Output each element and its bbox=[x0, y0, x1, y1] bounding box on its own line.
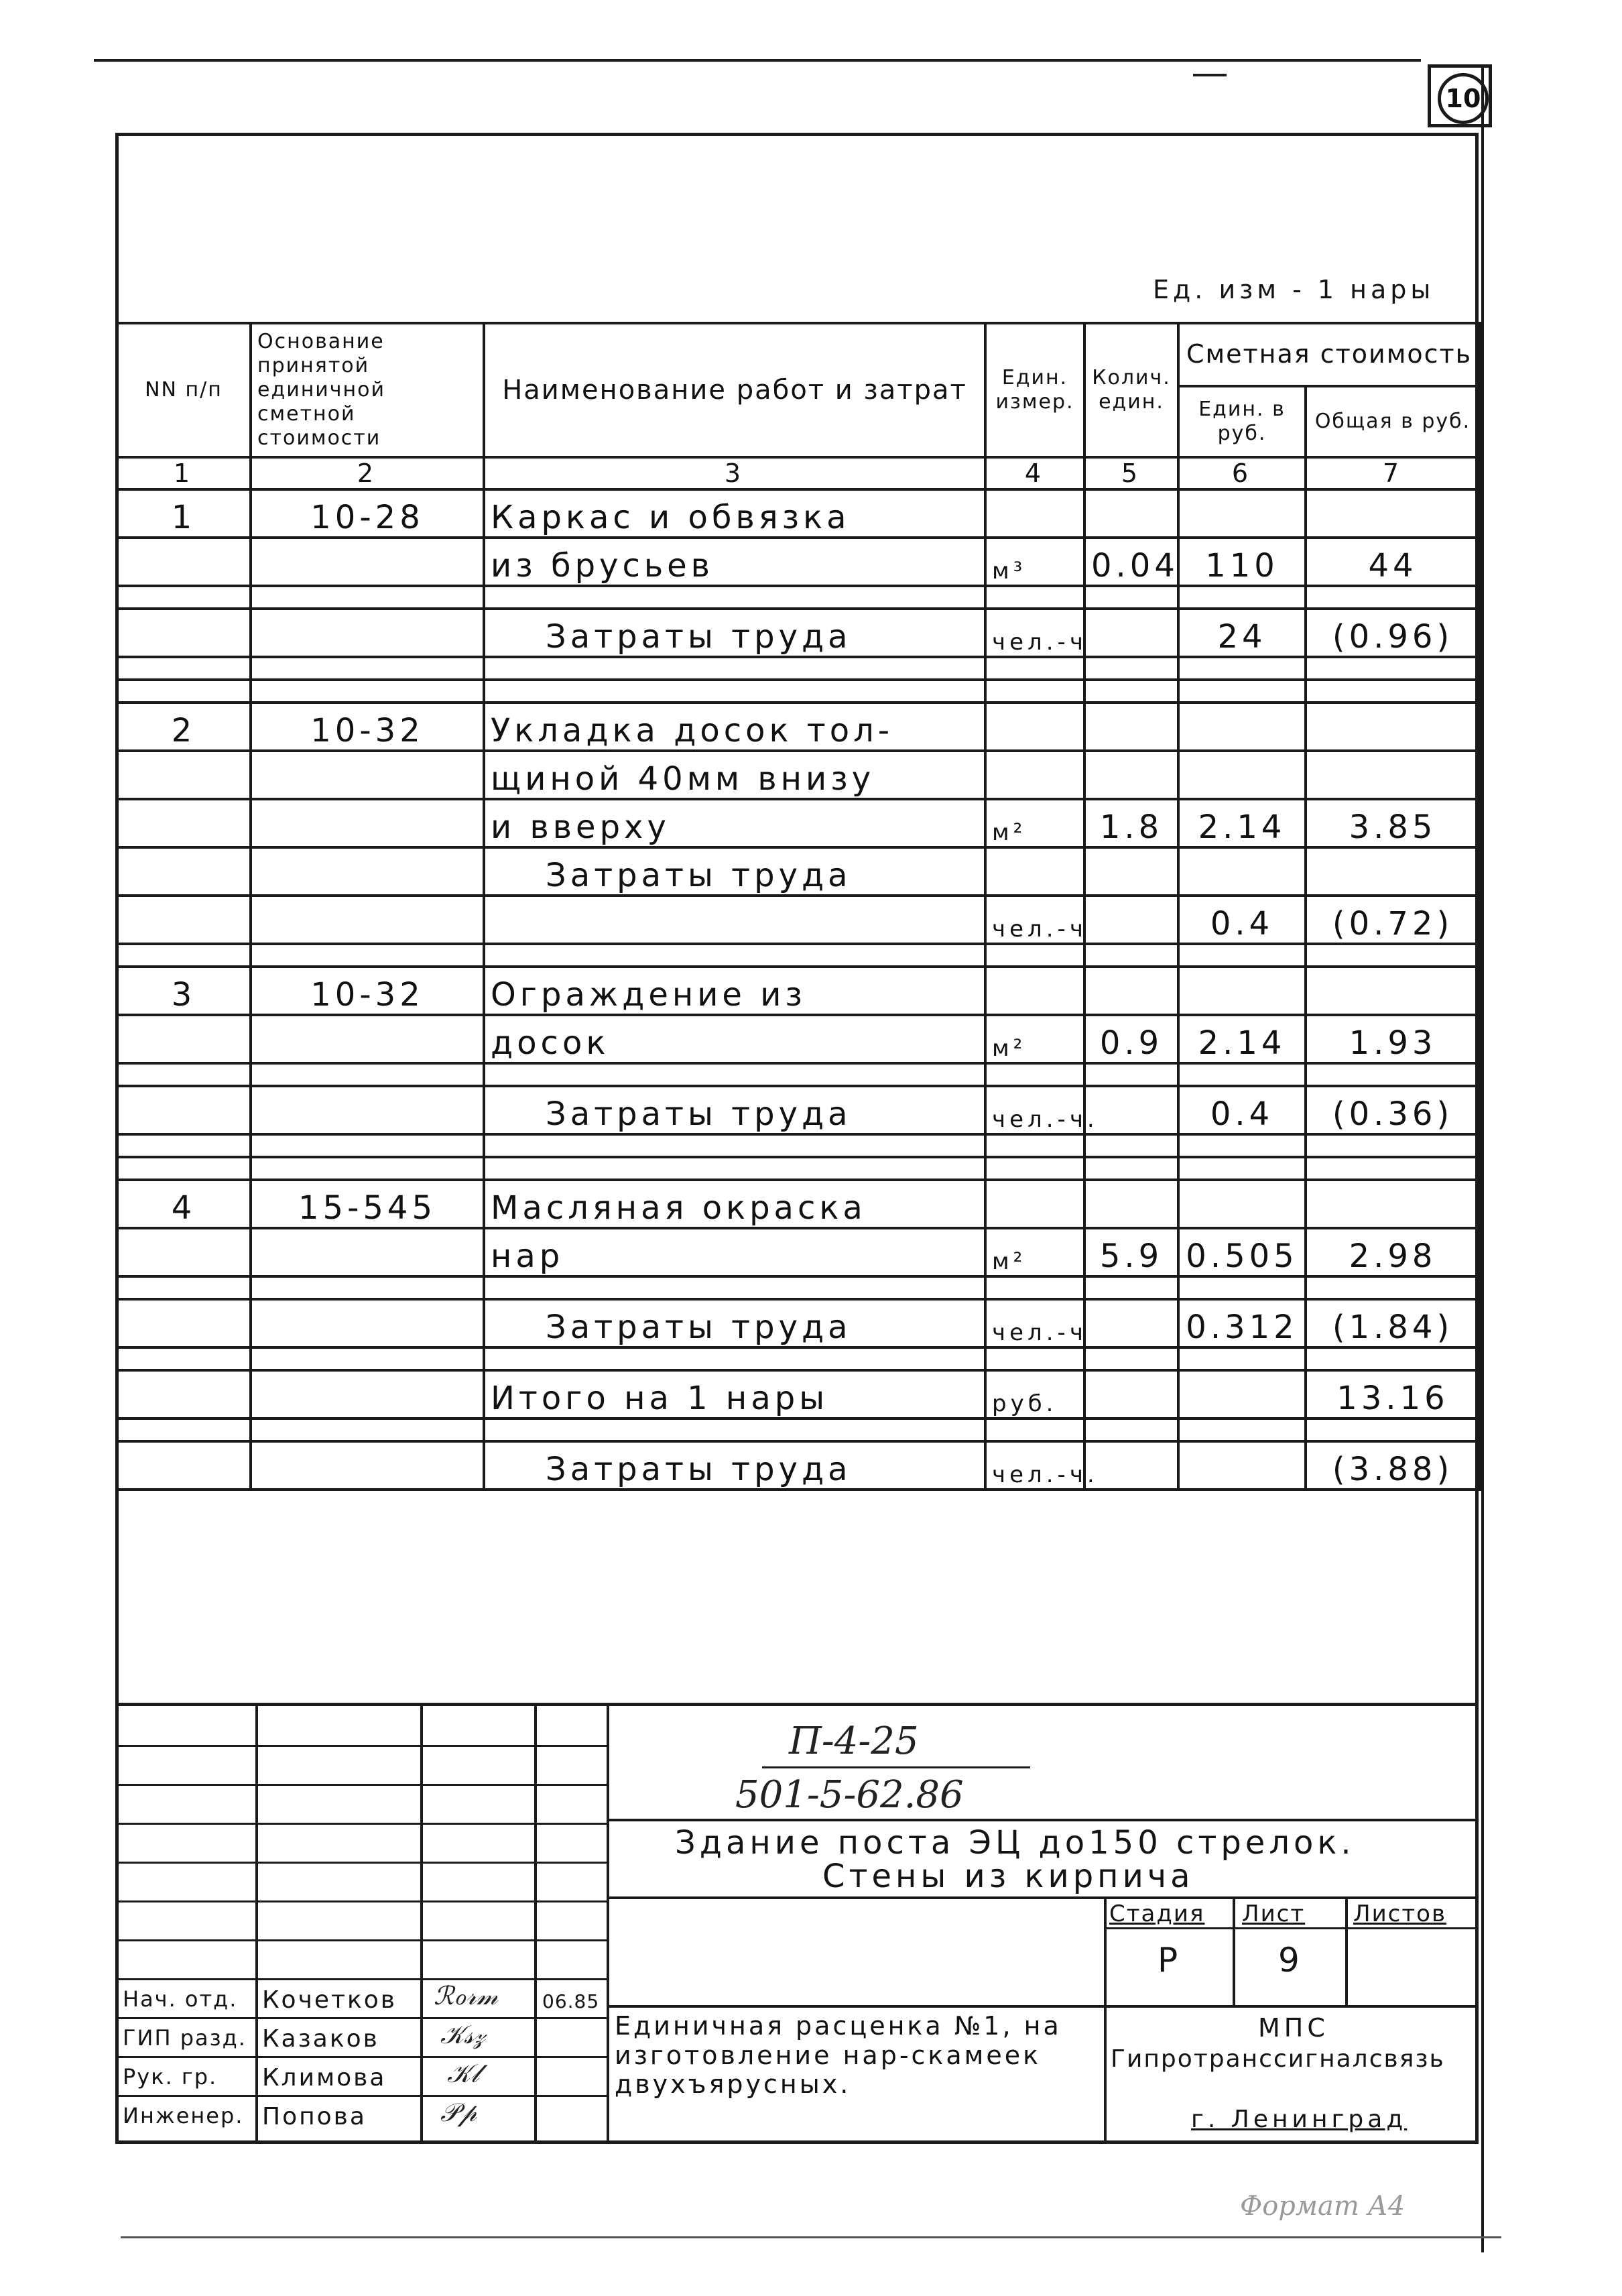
table-row bbox=[117, 751, 1480, 799]
sheet-label: Лист bbox=[1242, 1900, 1306, 1927]
stamp-hline bbox=[119, 1900, 607, 1902]
row-basis: 10-28 bbox=[251, 489, 484, 538]
sheet-number: 10 bbox=[1445, 84, 1481, 113]
stamp-hline bbox=[119, 2095, 607, 2097]
role-label: Инженер. bbox=[123, 2103, 244, 2128]
row-name: досок bbox=[484, 1015, 985, 1063]
org-line2: Гипротранссигналсвязь bbox=[1111, 2045, 1445, 2073]
stamp-vline bbox=[1233, 1896, 1235, 2005]
row-total bbox=[1306, 489, 1480, 538]
row-unit bbox=[985, 489, 1084, 538]
table-row bbox=[117, 1299, 1480, 1347]
stage-label: Стадия bbox=[1109, 1900, 1205, 1927]
units-note: Ед. изм - 1 нары bbox=[1153, 275, 1435, 304]
stamp-vline bbox=[255, 1706, 258, 2142]
building-title-line1: Здание поста ЭЦ до150 стрелок. bbox=[675, 1824, 1355, 1862]
row-unit: м² bbox=[985, 799, 1084, 847]
col-number-5: 5 bbox=[1084, 457, 1178, 489]
col-number-6: 6 bbox=[1178, 457, 1306, 489]
table-row bbox=[117, 1441, 1480, 1490]
row-unit: м² bbox=[985, 1228, 1084, 1276]
document-description: Единичная расценка №1, на изготовление нар-скамеек двухъярусных. bbox=[615, 2011, 1062, 2100]
table-row bbox=[117, 896, 1480, 944]
row-name: Ограждение из bbox=[484, 967, 985, 1015]
format-note: Формат А4 bbox=[1240, 2191, 1406, 2222]
stamp-vline bbox=[1345, 1896, 1348, 2005]
row-unit: м² bbox=[985, 1015, 1084, 1063]
row-no: 1 bbox=[117, 489, 251, 538]
sheets-label: Листов bbox=[1353, 1900, 1447, 1927]
estimate-table bbox=[115, 322, 1481, 1491]
row-total: 13.16 bbox=[1306, 1370, 1480, 1418]
estimate-table-body bbox=[117, 489, 1480, 1490]
row-qty: 0.9 bbox=[1084, 1015, 1178, 1063]
table-row-total bbox=[117, 1370, 1480, 1418]
row-name: Затраты труда bbox=[484, 1441, 985, 1490]
stamp-hline bbox=[119, 2017, 607, 2019]
signature: ℛℴ𝓇𝓂 bbox=[434, 1981, 498, 2010]
row-unit: чел.-ч. bbox=[985, 1086, 1084, 1134]
row-total: (0.96) bbox=[1306, 609, 1480, 657]
role-label: ГИП разд. bbox=[123, 2025, 247, 2051]
row-price: 0.4 bbox=[1178, 1086, 1306, 1134]
header-cost: Сметная стоимость bbox=[1178, 323, 1480, 386]
row-price: 0.505 bbox=[1178, 1228, 1306, 1276]
role-label: Рук. гр. bbox=[123, 2064, 218, 2090]
row-qty: 1.8 bbox=[1084, 799, 1178, 847]
stage-value: Р bbox=[1158, 1941, 1182, 1980]
row-price: 2.14 bbox=[1178, 1015, 1306, 1063]
sheet-value: 9 bbox=[1278, 1941, 1304, 1980]
top-rule bbox=[94, 59, 1421, 62]
row-unit: чел.-ч. bbox=[985, 1441, 1084, 1490]
row-basis: 10-32 bbox=[251, 703, 484, 751]
row-price: 110 bbox=[1178, 538, 1306, 586]
table-row bbox=[117, 1086, 1480, 1134]
building-title-line2: Стены из кирпича bbox=[822, 1858, 1194, 1895]
stamp-vline bbox=[1104, 1896, 1107, 2142]
table-row bbox=[117, 703, 1480, 751]
sign-date: 06.85 bbox=[542, 1990, 600, 2012]
right-margin-rule bbox=[1481, 67, 1484, 2252]
row-unit: чел.-ч bbox=[985, 1299, 1084, 1347]
row-name: и вверху bbox=[484, 799, 985, 847]
person-name: Попова bbox=[262, 2103, 367, 2130]
stamp-vline bbox=[534, 1706, 537, 2142]
row-price: 0.4 bbox=[1178, 896, 1306, 944]
col-number-7: 7 bbox=[1306, 457, 1480, 489]
org-line1: МПС bbox=[1258, 2013, 1329, 2043]
stamp-hline bbox=[607, 2005, 1478, 2008]
table-row bbox=[117, 847, 1480, 896]
header-unit-price: Един. в руб. bbox=[1178, 386, 1306, 457]
row-no: 3 bbox=[117, 967, 251, 1015]
header-name: Наименование работ и затрат bbox=[484, 323, 985, 457]
row-unit: м³ bbox=[985, 538, 1084, 586]
table-row bbox=[117, 609, 1480, 657]
col-number-4: 4 bbox=[985, 457, 1084, 489]
row-total: 3.85 bbox=[1306, 799, 1480, 847]
row-name: щиной 40мм внизу bbox=[484, 751, 985, 799]
header-unit: Един. измер. bbox=[985, 323, 1084, 457]
header-qty: Колич. един. bbox=[1084, 323, 1178, 457]
row-unit: чел.-ч bbox=[985, 896, 1084, 944]
row-unit: руб. bbox=[985, 1370, 1084, 1418]
row-qty: 0.04 bbox=[1084, 538, 1178, 586]
row-basis: 15-545 bbox=[251, 1180, 484, 1228]
row-price: 24 bbox=[1178, 609, 1306, 657]
row-total: (0.72) bbox=[1306, 896, 1480, 944]
table-row bbox=[117, 489, 1480, 538]
col-number-1: 1 bbox=[117, 457, 251, 489]
stamp-hline bbox=[119, 1978, 607, 1980]
row-name: Затраты труда bbox=[484, 1299, 985, 1347]
row-name: Каркас и обвязка bbox=[484, 489, 985, 538]
row-qty bbox=[1084, 489, 1178, 538]
col-number-2: 2 bbox=[251, 457, 484, 489]
title-block bbox=[115, 1703, 1479, 2144]
row-total: (3.88) bbox=[1306, 1441, 1480, 1490]
bottom-rule bbox=[121, 2236, 1501, 2238]
table-row bbox=[117, 1180, 1480, 1228]
row-no: 4 bbox=[117, 1180, 251, 1228]
header-basis: Основание принятой единичной сметной стоимости bbox=[251, 323, 484, 457]
series-code: 501-5-62.86 bbox=[735, 1773, 964, 1817]
org-line3: г. Ленинград bbox=[1191, 2106, 1408, 2133]
stamp-hline bbox=[607, 1819, 1478, 1821]
row-price: 0.312 bbox=[1178, 1299, 1306, 1347]
stamp-hline bbox=[119, 1862, 607, 1864]
table-row bbox=[117, 1015, 1480, 1063]
project-code-underline bbox=[762, 1766, 1030, 1768]
stamp-hline bbox=[119, 1745, 607, 1747]
row-name: Затраты труда bbox=[484, 847, 985, 896]
row-unit: чел.-ч bbox=[985, 609, 1084, 657]
person-name: Климова bbox=[262, 2064, 387, 2092]
row-name: Укладка досок тол- bbox=[484, 703, 985, 751]
row-no: 2 bbox=[117, 703, 251, 751]
table-row bbox=[117, 799, 1480, 847]
row-total: 44 bbox=[1306, 538, 1480, 586]
stamp-vline bbox=[607, 1706, 609, 2142]
row-name: нар bbox=[484, 1228, 985, 1276]
row-qty: 5.9 bbox=[1084, 1228, 1178, 1276]
stamp-hline bbox=[1104, 1927, 1478, 1929]
stamp-hline bbox=[119, 1784, 607, 1786]
row-name: Затраты труда bbox=[484, 609, 985, 657]
header-nn: NN п/п bbox=[117, 323, 251, 457]
project-code: П-4-25 bbox=[789, 1719, 919, 1763]
stamp-hline bbox=[119, 1823, 607, 1825]
row-price bbox=[1178, 489, 1306, 538]
role-label: Нач. отд. bbox=[123, 1986, 238, 2012]
row-name: Затраты труда bbox=[484, 1086, 985, 1134]
header-total: Общая в руб. bbox=[1306, 386, 1480, 457]
row-name: из брусьев bbox=[484, 538, 985, 586]
row-total: (1.84) bbox=[1306, 1299, 1480, 1347]
top-rule-dash bbox=[1193, 74, 1227, 76]
signature: 𝒦𝓁 bbox=[447, 2059, 479, 2088]
stamp-hline bbox=[119, 1939, 607, 1941]
row-price: 2.14 bbox=[1178, 799, 1306, 847]
stamp-hline bbox=[119, 2056, 607, 2058]
row-total: (0.36) bbox=[1306, 1086, 1480, 1134]
row-name: Масляная окраска bbox=[484, 1180, 985, 1228]
col-number-3: 3 bbox=[484, 457, 985, 489]
row-name: Итого на 1 нары bbox=[484, 1370, 985, 1418]
row-basis: 10-32 bbox=[251, 967, 484, 1015]
signature: 𝒫𝓅 bbox=[440, 2098, 477, 2127]
table-row bbox=[117, 967, 1480, 1015]
row-total: 2.98 bbox=[1306, 1228, 1480, 1276]
table-row bbox=[117, 538, 1480, 586]
person-name: Кочетков bbox=[262, 1986, 397, 2014]
row-total: 1.93 bbox=[1306, 1015, 1480, 1063]
person-name: Казаков bbox=[262, 2025, 379, 2053]
signature: 𝒦𝓈𝓏 bbox=[440, 2020, 485, 2049]
stamp-vline bbox=[420, 1706, 423, 2142]
table-row bbox=[117, 1228, 1480, 1276]
